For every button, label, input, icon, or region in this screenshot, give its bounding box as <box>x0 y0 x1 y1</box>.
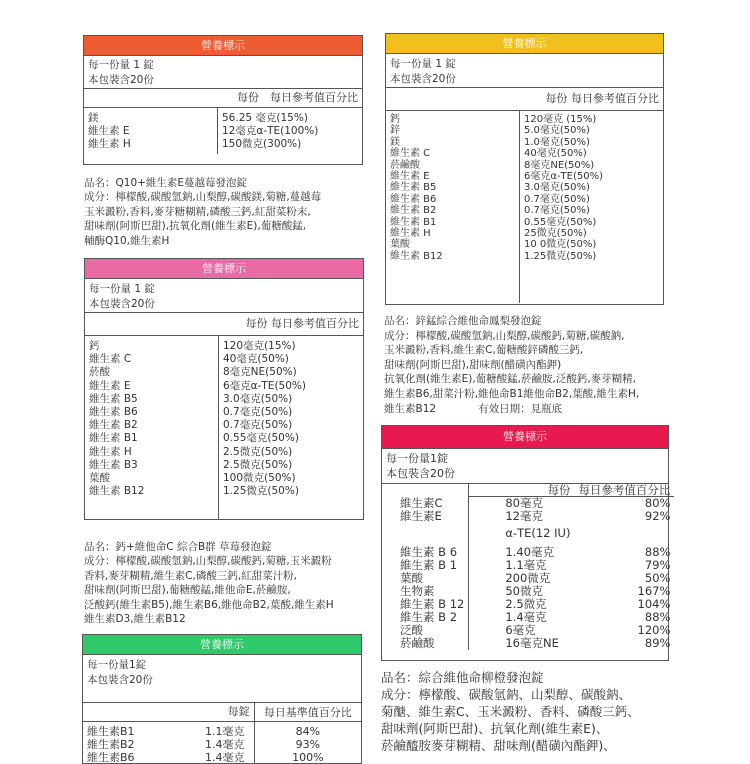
nutrient-names <box>84 108 218 154</box>
nutrient-value: 3.0毫克(50%) <box>524 182 590 194</box>
nutrient-name: 葉酸 <box>89 472 110 485</box>
nutrient-value: 8毫克NE(50%) <box>223 366 297 379</box>
nutrient-names <box>386 111 520 303</box>
nutrient-name: 維生素 H <box>89 445 132 458</box>
nutrient-amount: 1.1毫克 <box>201 722 254 738</box>
nutrient-percent: 92% <box>644 509 671 523</box>
desc-line: 甜味劑(阿斯巴甜),抗氧化劑(維生素E),葡糖酸錳, <box>84 220 307 233</box>
panel-header: 營養標示 <box>83 635 361 655</box>
nutrient-name: 維生素B2 <box>87 738 135 751</box>
nutrient-name: 維生素C <box>382 497 469 510</box>
desc-line: 菊醣、維生素C、玉米澱粉、香料、磷酸三鈣、 <box>381 704 640 719</box>
column-header: 每份 每日參考值百分比 <box>545 92 659 105</box>
panel-header: 營養標示 <box>84 36 362 56</box>
panel-header: 營養標示 <box>85 259 363 279</box>
nutrient-value: 0.55毫克(50%) <box>223 432 299 445</box>
desc-line: 品名：鋅錳綜合維他命鳳梨發泡錠 <box>384 315 542 327</box>
nutrient-amount: 50微克 <box>505 584 543 598</box>
desc-line: 成分：檸檬酸,碳酸氫鈉,山梨醇,碳酸鈣,菊糖,玉米澱粉 <box>84 555 332 568</box>
nutrient-name: 維生素 B6 <box>390 193 437 205</box>
desc-line: 菸鹼醯胺麥芽糊精、甜味劑(醋磺內酯鉀)、 <box>381 738 616 753</box>
nutrient-amount: 1.40毫克 <box>505 545 554 559</box>
servings-per-pack: 本包裝含20份 <box>89 298 155 310</box>
table-row <box>382 523 674 546</box>
nutrient-name: 鈣 <box>89 340 100 352</box>
nutrient-value: 120毫克(15%) <box>223 340 296 352</box>
nutrient-value: 1.0毫克(50%) <box>524 136 590 148</box>
nutrient-name <box>382 523 469 546</box>
nutrient-percent: 104% <box>637 597 671 611</box>
nutrient-value: 0.7毫克(50%) <box>524 193 590 205</box>
nutrient-name: 泛酸 <box>382 624 469 637</box>
nutrient-value: 2.5微克(50%) <box>223 445 293 458</box>
nutrient-amount: 16毫克NE <box>505 636 559 650</box>
nutrient-name: 維生素 B5 <box>390 182 437 194</box>
nutrition-panel-3 <box>82 634 362 764</box>
product-description-4 <box>384 314 639 416</box>
nutrient-name: 葉酸 <box>390 239 410 251</box>
nutrient-amount: 12毫克 <box>505 509 543 523</box>
nutrient-percent: 120% <box>637 623 671 637</box>
nutrient-name: 維生素 B3 <box>89 458 138 471</box>
desc-line: 泛酸鈣(維生素B5),維生素B6,維他命B2,葉酸,維生素H <box>84 598 334 611</box>
nutrient-percent: 80% <box>644 496 671 510</box>
nutrient-value: 2.5微克(50%) <box>223 458 293 471</box>
table-row <box>83 738 361 751</box>
nutrient-amount: α-TE(12 IU) <box>505 526 571 540</box>
nutrient-percent: 88% <box>644 545 671 559</box>
servings-per-pack: 本包裝含20份 <box>88 74 154 86</box>
nutrient-value: 56.25 毫克(15%) <box>222 112 308 124</box>
column-header-per-tablet: 每錠 <box>201 703 254 722</box>
nutrient-name: 維生素 B 12 <box>382 598 469 611</box>
nutrition-panel-4 <box>385 33 664 305</box>
serving-size: 每一份量1錠 <box>87 659 147 671</box>
nutrient-name: 鈣 <box>390 114 400 125</box>
table-row <box>382 637 674 650</box>
nutrient-value: 0.55毫克(50%) <box>524 216 597 228</box>
nutrient-value: 6毫克α-TE(50%) <box>223 379 306 392</box>
nutrient-name: 葉酸 <box>382 572 469 585</box>
nutrient-name: 維生素B6 <box>87 751 135 764</box>
nutrient-amount: 80毫克 <box>505 496 543 510</box>
nutrient-value: 0.7毫克(50%) <box>223 419 293 432</box>
desc-line: 維生素B6,甜菜汁粉,維他命B1維他命B2,葉酸,維生素H, <box>384 387 640 400</box>
nutrient-value: 5.0毫克(50%) <box>524 125 590 137</box>
desc-line: 成分：檸檬酸,碳酸氫鈉,山梨醇,碳酸鎂,菊糖,蔓越莓 <box>84 191 322 204</box>
table-row <box>83 751 361 764</box>
desc-line: 品名：鈣+維他命C 綜合B群 草莓發泡錠 <box>84 541 272 553</box>
nutrient-value: 0.7毫克(50%) <box>524 205 590 217</box>
nutrient-table <box>84 108 362 154</box>
nutrient-name: 鎂 <box>390 136 400 148</box>
desc-line: 成分：檸檬酸、碳酸氫鈉、山梨醇、碳酸鈉、 <box>381 687 632 702</box>
nutrient-value: 40毫克(50%) <box>223 353 289 366</box>
nutrient-value: 1.25微克(50%) <box>524 250 597 262</box>
nutrient-value: 0.7毫克(50%) <box>223 406 293 419</box>
table-header-row <box>382 484 674 497</box>
column-header: 每份 每日參考值百分比 <box>245 317 359 330</box>
nutrition-panel-2 <box>84 258 364 520</box>
nutrient-table <box>85 336 363 520</box>
nutrient-table <box>386 111 663 303</box>
nutrient-name: 維生素B1 <box>87 725 135 738</box>
nutrient-name: 維生素 H <box>390 228 431 240</box>
nutrient-values <box>218 108 322 154</box>
column-header-per-serving: 每份 <box>547 483 571 497</box>
desc-line: 維生素B12 有效日期：見瓶底 <box>384 402 563 415</box>
serving-size: 每一份量 1 錠 <box>88 59 154 71</box>
nutrient-value: 8毫克NE(50%) <box>524 159 595 171</box>
nutrient-name: 維生素 B2 <box>89 419 138 432</box>
desc-line: 輔酶Q10,維生素H <box>84 234 170 247</box>
nutrient-amount: 1.4毫克 <box>201 738 254 751</box>
nutrient-value: 1.25微克(50%) <box>223 485 299 498</box>
nutrient-percent: 89% <box>644 636 671 650</box>
nutrient-amount: 1.4毫克 <box>505 610 547 624</box>
servings-per-pack: 本包裝含20份 <box>87 674 153 686</box>
serving-size: 每一份量1錠 <box>386 452 448 465</box>
nutrient-table <box>83 703 361 764</box>
nutrient-value: 120毫克 (15%) <box>524 114 597 125</box>
column-header-daily-value: 每日參考值百分比 <box>578 483 671 497</box>
nutrient-name: 菸鹼酸 <box>390 159 420 171</box>
nutrition-panel-1 <box>83 35 363 165</box>
nutrient-percent <box>574 523 674 546</box>
nutrient-name: 維生素 C <box>390 148 431 160</box>
nutrient-table <box>382 484 674 650</box>
desc-line: 成分：檸檬酸,碳酸氫鈉,山梨醇,碳酸鈣,菊糖,碳酸鈉, <box>384 329 625 342</box>
nutrient-value: 150微克(300%) <box>222 138 302 151</box>
desc-line: 香料,麥芽糊精,維生素C,磷酸三鈣,紅甜菜汁粉, <box>84 569 298 582</box>
nutrient-name: 維生素 B12 <box>89 485 145 498</box>
nutrient-name: 鎂 <box>88 112 99 124</box>
nutrient-name: 維生素 C <box>89 353 132 366</box>
nutrient-name: 維生素 B 2 <box>382 611 469 624</box>
nutrient-name: 維生素 B6 <box>89 406 138 419</box>
nutrient-name: 菸酸 <box>89 366 110 379</box>
nutrient-amount: 1.1毫克 <box>505 558 547 572</box>
serving-size: 每一份量 1 錠 <box>89 283 155 295</box>
desc-line: 抗氧化劑(維生素E),葡糖酸錳,菸鹼胺,泛酸鈣,麥芽糊精, <box>384 373 637 386</box>
nutrient-name: 維生素 B12 <box>390 250 443 262</box>
nutrient-value: 3.0毫克(50%) <box>223 392 293 405</box>
nutrient-value: 10 0微克(50%) <box>524 239 597 251</box>
nutrient-name: 菸鹼酸 <box>382 637 469 650</box>
servings-per-pack: 本包裝含20份 <box>390 73 456 85</box>
nutrient-values <box>219 336 310 520</box>
nutrient-name: 維生素 B1 <box>89 432 138 445</box>
nutrient-percent: 79% <box>644 558 671 572</box>
product-description-5 <box>381 669 640 754</box>
nutrient-name: 維生素 B 1 <box>382 559 469 572</box>
nutrient-name: 維生素 H <box>88 138 131 151</box>
nutrient-percent: 50% <box>644 571 671 585</box>
nutrient-name: 維生素 E <box>390 171 430 183</box>
desc-line: 玉米澱粉,香料,維生素C,葡糖酸鋅磷酸三鈣, <box>384 344 584 357</box>
nutrient-percent: 88% <box>644 610 671 624</box>
product-description-2 <box>84 540 334 626</box>
column-header-daily-value: 每日基準值百分比 <box>263 705 352 719</box>
nutrient-name: 維生素E <box>382 510 469 523</box>
column-header: 每份 每日參考值百分比 <box>237 91 358 104</box>
nutrient-percent: 167% <box>637 584 671 598</box>
nutrient-names <box>85 336 219 520</box>
nutrient-percent: 93% <box>295 738 321 751</box>
nutrient-percent: 84% <box>295 725 321 738</box>
nutrient-value: 40毫克(50%) <box>524 148 587 160</box>
nutrition-panel-5 <box>381 425 669 661</box>
desc-line: 甜味劑(阿斯巴甜),甜味劑(醋磺內酯鉀) <box>384 358 562 371</box>
table-row <box>382 510 674 523</box>
nutrient-amount: 6毫克 <box>505 623 536 637</box>
desc-line: 品名：Q10+維生素E蔓越莓發泡錠 <box>84 177 248 189</box>
nutrient-values <box>520 111 607 303</box>
panel-header: 營養標示 <box>386 34 663 54</box>
nutrient-name: 維生素 B5 <box>89 392 138 405</box>
desc-line: 甜味劑(阿斯巴甜)、抗氧化劑(維生素E)、 <box>381 721 609 736</box>
product-description-1 <box>84 176 321 248</box>
nutrient-name: 維生素 B 6 <box>382 546 469 559</box>
nutrient-amount: 1.4毫克 <box>201 751 254 764</box>
nutrient-percent: 100% <box>292 751 324 764</box>
desc-line: 品名：綜合維他命柳橙發泡錠 <box>381 670 544 685</box>
panel-header: 營養標示 <box>382 426 668 449</box>
nutrient-value: 12毫克α-TE(100%) <box>222 125 319 138</box>
desc-line: 玉米澱粉,香料,麥芽糖糊精,磷酸三鈣,紅甜菜粉末, <box>84 205 311 218</box>
nutrient-name: 維生素 B2 <box>390 205 437 217</box>
nutrient-amount: 200微克 <box>505 571 551 585</box>
nutrient-name: 維生素 E <box>88 125 130 138</box>
servings-per-pack: 本包裝含20份 <box>386 467 455 480</box>
nutrient-name: 維生素 E <box>89 379 131 392</box>
table-row <box>83 722 361 738</box>
nutrient-amount: 2.5微克 <box>505 597 547 611</box>
desc-line: 維生素D3,維生素B12 <box>84 613 186 626</box>
nutrient-value: 25微克(50%) <box>524 228 587 240</box>
nutrient-value: 6毫克α-TE(50%) <box>524 171 604 183</box>
serving-size: 每一份量 1 錠 <box>390 58 456 70</box>
nutrient-name: 鋅 <box>390 125 400 137</box>
nutrient-value: 100微克(50%) <box>223 472 296 485</box>
table-header-row <box>83 703 361 722</box>
nutrient-name: 生物素 <box>382 585 469 598</box>
nutrient-name: 維生素 B1 <box>390 216 437 228</box>
desc-line: 甜味劑(阿斯巴甜),葡糖酸錳,維他命E,菸鹼胺, <box>84 584 291 597</box>
